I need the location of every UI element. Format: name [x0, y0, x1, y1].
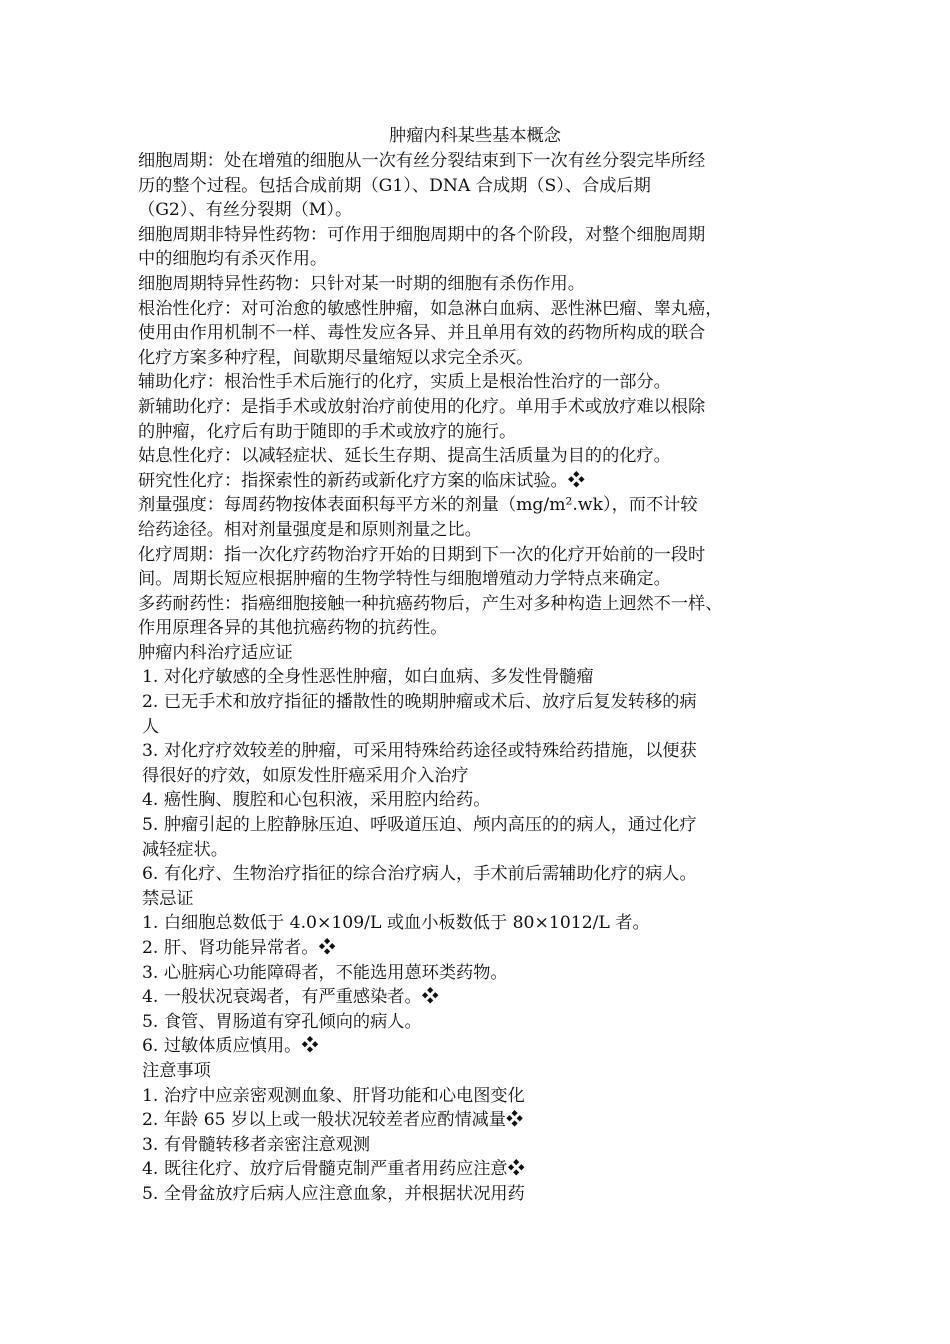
text-line: 中的细胞均有杀灭作用。 — [138, 249, 328, 270]
text-line: 研究性化疗：指探索性的新药或新化疗方案的临床试验。❖ — [138, 470, 585, 491]
text-line: 姑息性化疗：以减轻症状、延长生存期、提高生活质量为目的的化疗。 — [138, 446, 671, 467]
text-line: 注意事项 — [142, 1060, 211, 1081]
text-line: 间。周期长短应根据肿瘤的生物学特性与细胞增殖动力学特点来确定。 — [138, 569, 671, 590]
text-line: 人 — [142, 716, 160, 737]
text-line: 4. 癌性胸、腹腔和心包积液，采用腔内给药。 — [142, 790, 491, 811]
text-line: 辅助化疗：根治性手术后施行的化疗，实质上是根治性治疗的一部分。 — [138, 372, 671, 393]
text-line: 使用由作用机制不一样、毒性发应各异、并且单用有效的药物所构成的联合 — [138, 323, 706, 344]
text-line: 1. 白细胞总数低于 4.0×109/L 或血小板数低于 80×1012/L 者。 — [142, 913, 650, 934]
text-line: 细胞周期非特异性药物：可作用于细胞周期中的各个阶段，对整个细胞周期 — [138, 224, 706, 245]
text-line: 减轻症状。 — [142, 839, 228, 860]
text-line: 4. 一般状况衰竭者，有严重感染者。❖ — [142, 987, 439, 1008]
text-line: 3. 心脏病心功能障碍者，不能选用蒽环类药物。 — [142, 962, 508, 983]
text-line: 得很好的疗效，如原发性肝癌采用介入治疗 — [142, 765, 469, 786]
text-line: 2. 已无手术和放疗指征的播散性的晚期肿瘤或术后、放疗后复发转移的病 — [142, 692, 697, 713]
text-line: （G2）、有丝分裂期（M）。 — [138, 200, 353, 221]
text-line: 化疗方案多种疗程，间歇期尽量缩短以求完全杀灭。 — [138, 347, 534, 368]
text-line: 6. 有化疗、生物治疗指征的综合治疗病人，手术前后需辅助化疗的病人。 — [142, 864, 697, 885]
text-line: 根治性化疗：对可治愈的敏感性肿瘤，如急淋白血病、恶性淋巴瘤、睾丸癌， — [138, 298, 723, 319]
text-line: 禁忌证 — [142, 888, 194, 909]
text-line: 6. 过敏体质应慎用。❖ — [142, 1036, 319, 1057]
text-line: 5. 食管、胃肠道有穿孔倾向的病人。 — [142, 1011, 422, 1032]
text-line: 历的整个过程。包括合成前期（G1）、DNA 合成期（S）、合成后期 — [138, 175, 651, 196]
text-line: 细胞周期特异性药物：只针对某一时期的细胞有杀伤作用。 — [138, 273, 585, 294]
text-line: 的肿瘤，化疗后有助于随即的手术或放疗的施行。 — [138, 421, 517, 442]
text-line: 剂量强度：每周药物按体表面积每平方米的剂量（mg/m².wk），而不计较 — [138, 495, 698, 516]
text-line: 作用原理各异的其他抗癌药物的抗药性。 — [138, 618, 448, 639]
text-line: 2. 年龄 65 岁以上或一般状况较差者应酌情减量❖ — [142, 1110, 524, 1131]
text-line: 1. 对化疗敏感的全身性恶性肿瘤，如白血病、多发性骨髓瘤 — [142, 667, 594, 688]
text-line: 5. 全骨盆放疗后病人应注意血象，并根据状况用药 — [142, 1183, 525, 1204]
document-body — [138, 149, 798, 1207]
text-line: 1. 治疗中应亲密观测血象、肝肾功能和心电图变化 — [142, 1085, 525, 1106]
text-line: 2. 肝、肾功能异常者。❖ — [142, 938, 336, 958]
text-line: 新辅助化疗：是指手术或放射治疗前使用的化疗。单用手术或放疗难以根除 — [138, 396, 706, 417]
text-line: 给药途径。相对剂量强度是和原则剂量之比。 — [138, 519, 482, 540]
text-line: 化疗周期：指一次化疗药物治疗开始的日期到下一次的化疗开始前的一段时 — [138, 544, 706, 565]
page-title: 肿瘤内科某些基本概念 — [389, 126, 561, 146]
text-line: 3. 有骨髓转移者亲密注意观测 — [142, 1134, 371, 1155]
text-line: 多药耐药性：指癌细胞接触一种抗癌药物后，产生对多种构造上迥然不一样、 — [138, 593, 723, 614]
text-line: 细胞周期：处在增殖的细胞从一次有丝分裂结束到下一次有丝分裂完毕所经 — [138, 151, 706, 171]
text-line: 4. 既往化疗、放疗后骨髓克制严重者用药应注意❖ — [142, 1159, 525, 1180]
text-line: 肿瘤内科治疗适应证 — [138, 642, 293, 663]
text-line: 3. 对化疗疗效较差的肿瘤，可采用特殊给药途径或特殊给药措施，以便获 — [142, 741, 697, 762]
text-line: 5. 肿瘤引起的上腔静脉压迫、呼吸道压迫、颅内高压的的病人，通过化疗 — [142, 815, 697, 836]
